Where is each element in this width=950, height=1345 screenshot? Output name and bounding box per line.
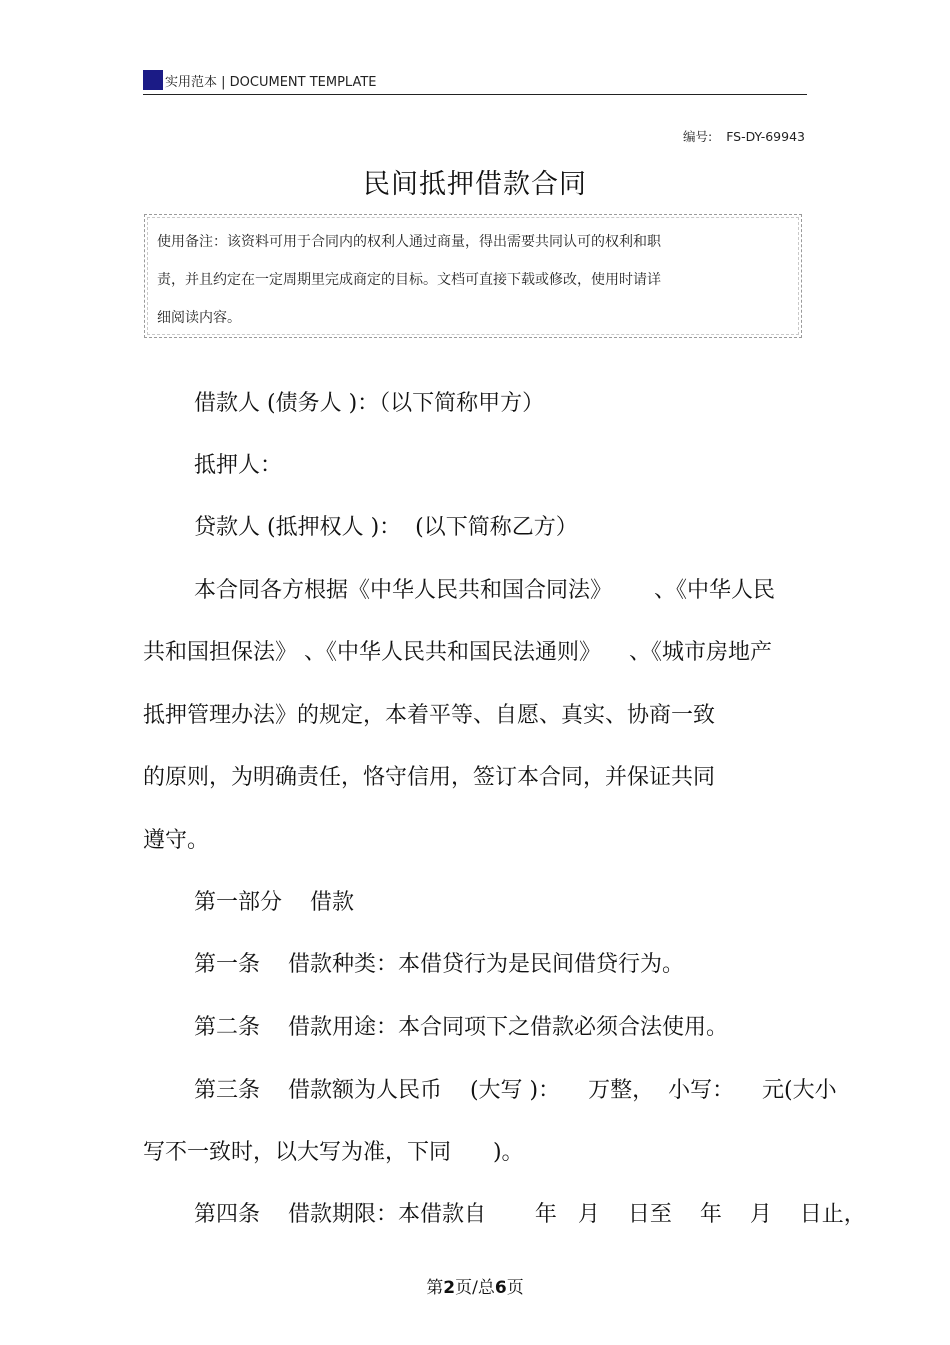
document-number-label: 编号:: [682, 129, 713, 144]
footer-total-pages: 6: [494, 1278, 507, 1298]
usage-note-line: 使用备注：该资料可用于合同内的权利人通过商量，得出需要共同认可的权利和职: [157, 234, 661, 250]
preamble-line: 的原则，为明确责任，恪守信用，签订本合同，并保证共同: [143, 765, 716, 790]
usage-note-line: 责，并且约定在一定周期里完成商定的目标。文档可直接下载或修改，使用时请详: [157, 272, 661, 288]
party-borrower-line: 借款人 (债务人 )：（以下简称甲方）: [194, 391, 545, 416]
section-heading: 第一部分 借款: [194, 890, 354, 915]
brand-logo: [143, 70, 163, 90]
header-brand-text: 实用范本 | DOCUMENT TEMPLATE: [165, 75, 377, 90]
page-footer: [0, 1273, 950, 1298]
party-lender-line: 贷款人 (抵押权人 )： (以下简称乙方）: [194, 515, 578, 540]
preamble-line: 抵押管理办法》的规定，本着平等、自愿、真实、协商一致: [143, 703, 716, 728]
footer-suffix: 页: [506, 1278, 524, 1298]
page-header: [143, 68, 807, 95]
preamble-line: 本合同各方根据《中华人民共和国合同法》 、《中华人民: [194, 578, 775, 603]
article-line: 第二条 借款用途：本合同项下之借款必须合法使用。: [194, 1015, 728, 1040]
article-line: 写不一致时，以大写为准，下同 )。: [143, 1140, 524, 1165]
preamble-line: 遵守。: [143, 828, 210, 853]
document-title: 民间抵押借款合同: [363, 169, 587, 200]
party-mortgagor-line: 抵押人：: [194, 453, 283, 478]
article-line: 第一条 借款种类：本借贷行为是民间借贷行为。: [194, 952, 684, 977]
preamble-line: 共和国担保法》 、《中华人民共和国民法通则》 、《城市房地产: [143, 640, 772, 665]
footer-page-number: 2: [443, 1278, 456, 1298]
footer-middle: 页/总: [455, 1278, 495, 1298]
footer-prefix: 第: [426, 1278, 444, 1298]
article-line: 第四条 借款期限：本借款自 年 月 日至 年 月 日止，: [194, 1202, 866, 1227]
article-line: 第三条 借款额为人民币 (大写 )： 万整， 小写： 元(大小: [194, 1078, 837, 1103]
document-number: [683, 127, 805, 145]
document-number-value: FS-DY-69943: [726, 129, 805, 144]
usage-note-box: [144, 214, 802, 338]
usage-note-line: 细阅读内容。: [157, 310, 241, 326]
